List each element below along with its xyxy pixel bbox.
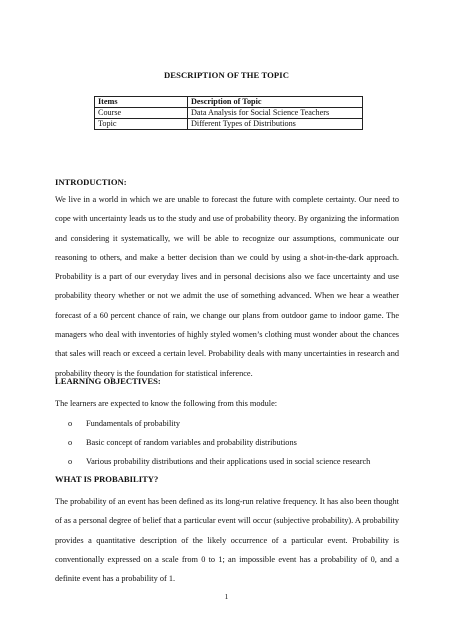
table-header-cell: Description of Topic — [188, 97, 363, 108]
what-is-probability-paragraph: The probability of an event has been defined as its long-run relative frequency. It has also been thought of as a personal degree of belief that a particular event will occur (subjective probability). A probability provides a quantitative description of the likely occurrence of a particular event. Probability is conventionally expressed on a scale from 0 to 1; an impossible event has a probability of 0, and a definite event has a probability of 1. — [55, 497, 399, 584]
bullet-marker: o — [68, 457, 73, 466]
list-item — [68, 433, 408, 452]
list-item-text: Basic concept of random variables and probability distributions — [86, 438, 297, 447]
bullet-marker: o — [68, 438, 73, 447]
table-header-cell: Items — [95, 97, 188, 108]
topic-description-table — [94, 96, 363, 130]
learning-objectives-heading: LEARNING OBJECTIVES: — [55, 376, 161, 386]
page-number: 1 — [224, 592, 229, 601]
document-title: DESCRIPTION OF THE TOPIC — [163, 70, 290, 80]
bullet-marker: o — [68, 419, 73, 428]
table-cell: Topic — [95, 119, 188, 130]
list-item-text: Various probability distributions and their applications used in social science research — [86, 457, 371, 466]
what-is-probability-heading: WHAT IS PROBABILITY? — [55, 474, 159, 484]
table-cell: Different Types of Distributions — [188, 119, 363, 130]
table-cell: Course — [95, 108, 188, 119]
learning-objectives-intro: The learners are expected to know the following from this module: — [55, 399, 278, 408]
learning-objectives-list — [68, 414, 408, 471]
list-item — [68, 414, 408, 433]
introduction-paragraph: We live in a world in which we are unable to forecast the future with complete certainty. Our need to cope with uncertainty leads us to the study and use of probability theory. By organizing the information and considering it systematically, we will be able to recognize our assumptions, communicate our reasoning to others, and make a better decision than we could by using a shot-in-the-dark approach. Probability is a part of our everyday lives and in personal decisions also we face uncertainty and use probability theory whether or not we admit the use of something advanced. When we hear a weather forecast of a 60 percent chance of rain, we change our plans from outdoor game to indoor game. The managers who deal with inventories of highly styled women’s clothing must wonder about the chances that sales will reach or exceed a certain level. Probability deals with many uncertainties in research and probability theory is the foundation for statistical inference. — [55, 195, 399, 378]
table-row — [95, 108, 363, 119]
list-item — [68, 452, 408, 471]
list-item-text: Fundamentals of probability — [86, 419, 181, 428]
table-cell: Data Analysis for Social Science Teachers — [188, 108, 363, 119]
table-row — [95, 119, 363, 130]
table-header-row — [95, 97, 363, 108]
introduction-heading: INTRODUCTION: — [55, 177, 127, 187]
